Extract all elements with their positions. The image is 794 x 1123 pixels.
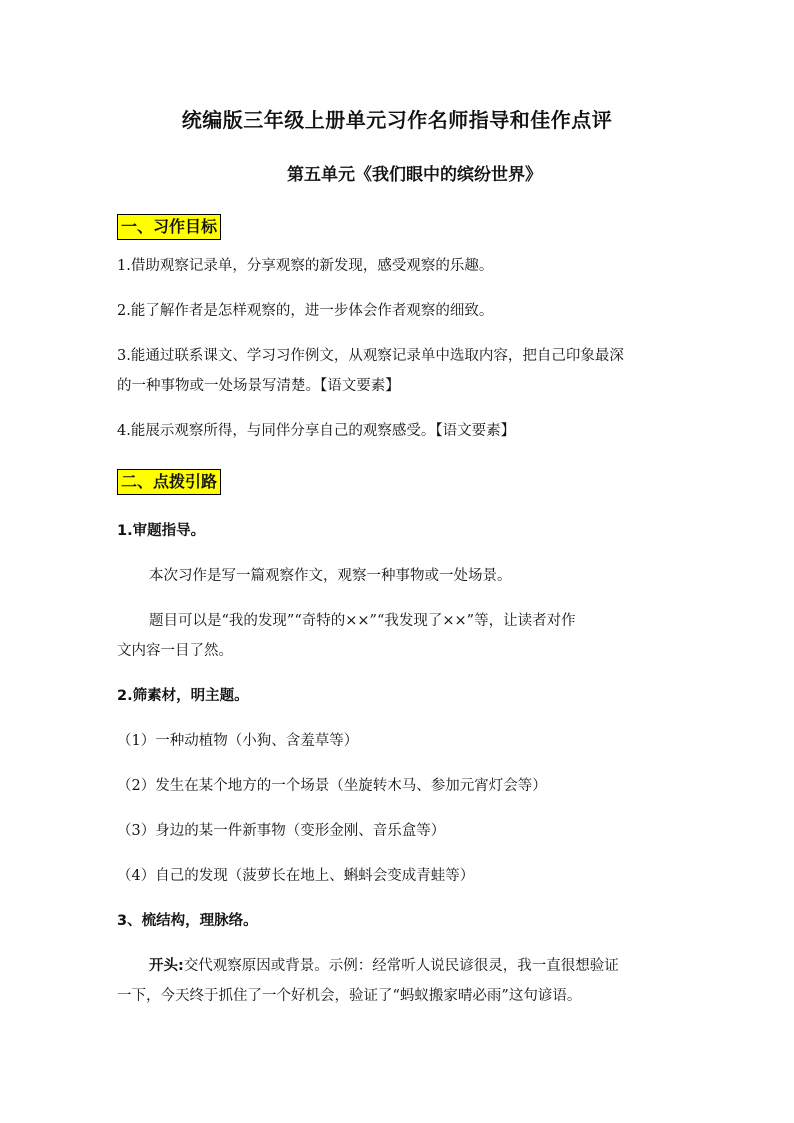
page-title: 统编版三年级上册单元习作名师指导和佳作点评 [181, 108, 613, 132]
goal-item-2: 2.能了解作者是怎样观察的，进一步体会作者观察的细致。 [117, 303, 494, 319]
topic-paragraph-2-line1: 题目可以是“我的发现”“奇特的××”“我发现了××”等，让读者对作 [149, 613, 576, 629]
structure-opening-line2: 一下，今天终于抓住了一个好机会，验证了“蚂蚁搬家晴必雨”这句谚语。 [117, 988, 582, 1004]
opening-text: 交代观察原因或背景。示例：经常听人说民谚很灵，我一直很想验证 [183, 958, 619, 974]
subsection-title-material: 2.筛素材，明主题。 [117, 688, 249, 704]
subsection-title-structure: 3、梳结构，理脉络。 [117, 913, 258, 929]
goal-item-4: 4.能展示观察所得，与同伴分享自己的观察感受。【语文要素】 [117, 423, 516, 439]
section-heading-guidance: 二、点拨引路 [117, 469, 221, 495]
material-item-2: （2）发生在某个地方的一个场景（坐旋转木马、参加元宵灯会等） [117, 778, 547, 794]
goal-item-3-line2: 的一种事物或一处场景写清楚。【语文要素】 [117, 378, 400, 394]
topic-paragraph-1: 本次习作是写一篇观察作文，观察一种事物或一处场景。 [149, 568, 512, 584]
section-heading-goals: 一、习作目标 [117, 214, 221, 240]
material-item-1: （1）一种动植物（小狗、含羞草等） [117, 733, 359, 749]
material-item-4: （4）自己的发现（菠萝长在地上、蝌蚪会变成青蛙等） [117, 868, 475, 884]
material-item-3: （3）身边的某一件新事物（变形金刚、音乐盒等） [117, 823, 446, 839]
opening-label: 开头: [149, 958, 184, 974]
page-subtitle: 第五单元《我们眼中的缤纷世界》 [287, 165, 542, 185]
subsection-title-topic: 1.审题指导。 [117, 523, 206, 539]
goal-item-1: 1.借助观察记录单，分享观察的新发现，感受观察的乐趣。 [117, 258, 494, 274]
structure-opening-line1 [149, 956, 709, 976]
goal-item-3-line1: 3.能通过联系课文、学习习作例文，从观察记录单中选取内容，把自己印象最深 [117, 348, 624, 364]
topic-paragraph-2-line2: 文内容一目了然。 [117, 643, 233, 659]
